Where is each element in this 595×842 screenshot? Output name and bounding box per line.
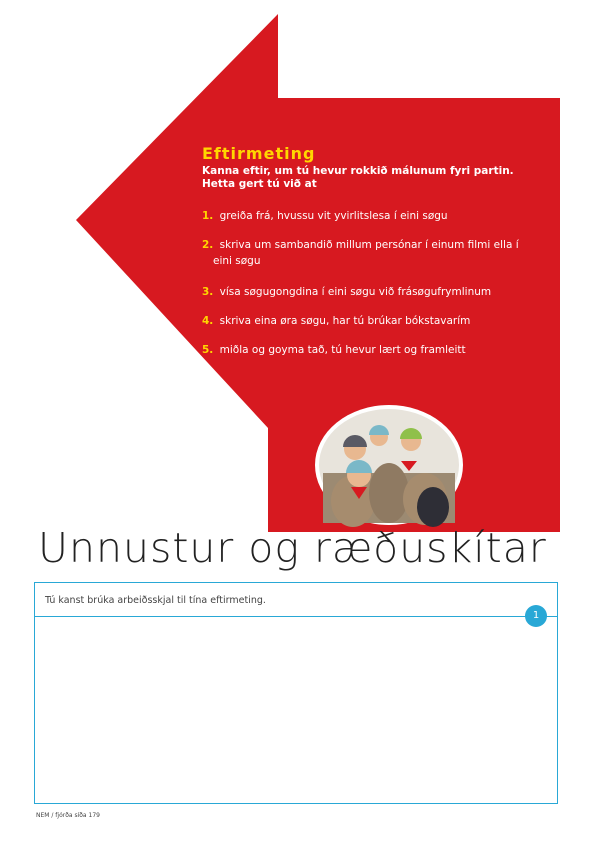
goal-number: 1. — [202, 210, 214, 222]
goal-item — [202, 208, 532, 224]
goal-text: skriva um sambandið millum persónar í einum filmi ella í — [219, 239, 519, 251]
goal-item — [202, 313, 532, 329]
evaluation-heading: Eftirmeting — [202, 144, 316, 163]
worksheet-label: Tú kanst brúka arbeiðsskjal til tína eftirmeting. — [45, 595, 266, 606]
worksheet-box — [34, 582, 558, 804]
goal-item — [202, 284, 532, 300]
goal-text: miðla og goyma tað, tú hevur lært og framleitt — [219, 344, 466, 356]
chapter-title: Unnustur og ræðuskítar — [38, 524, 547, 572]
evaluation-intro: Kanna eftir, um tú hevur rokkið málunum fyri partin. Hetta gert tú við at — [202, 165, 514, 190]
goal-number: 4. — [202, 315, 214, 327]
goal-text: skriva eina øra søgu, har tú brúkar bókstavarím — [219, 315, 471, 327]
goal-number: 5. — [202, 344, 214, 356]
goal-number: 2. — [202, 239, 214, 251]
goal-item — [202, 342, 532, 358]
goal-text: vísa søgugongdina í eini søgu við frásøgufrymlinum — [219, 286, 492, 298]
goal-number: 3. — [202, 286, 214, 298]
children-illustration — [313, 403, 465, 527]
goal-text: greiða frá, hvussu vit yvirlitslesa í eini søgu — [219, 210, 448, 222]
goal-text-continuation: eini søgu — [213, 255, 261, 267]
page-footer: NEM / fjórða síða 179 — [36, 812, 100, 819]
divider — [35, 616, 557, 617]
worksheet-number-badge: 1 — [525, 605, 547, 627]
goal-item — [202, 237, 532, 269]
